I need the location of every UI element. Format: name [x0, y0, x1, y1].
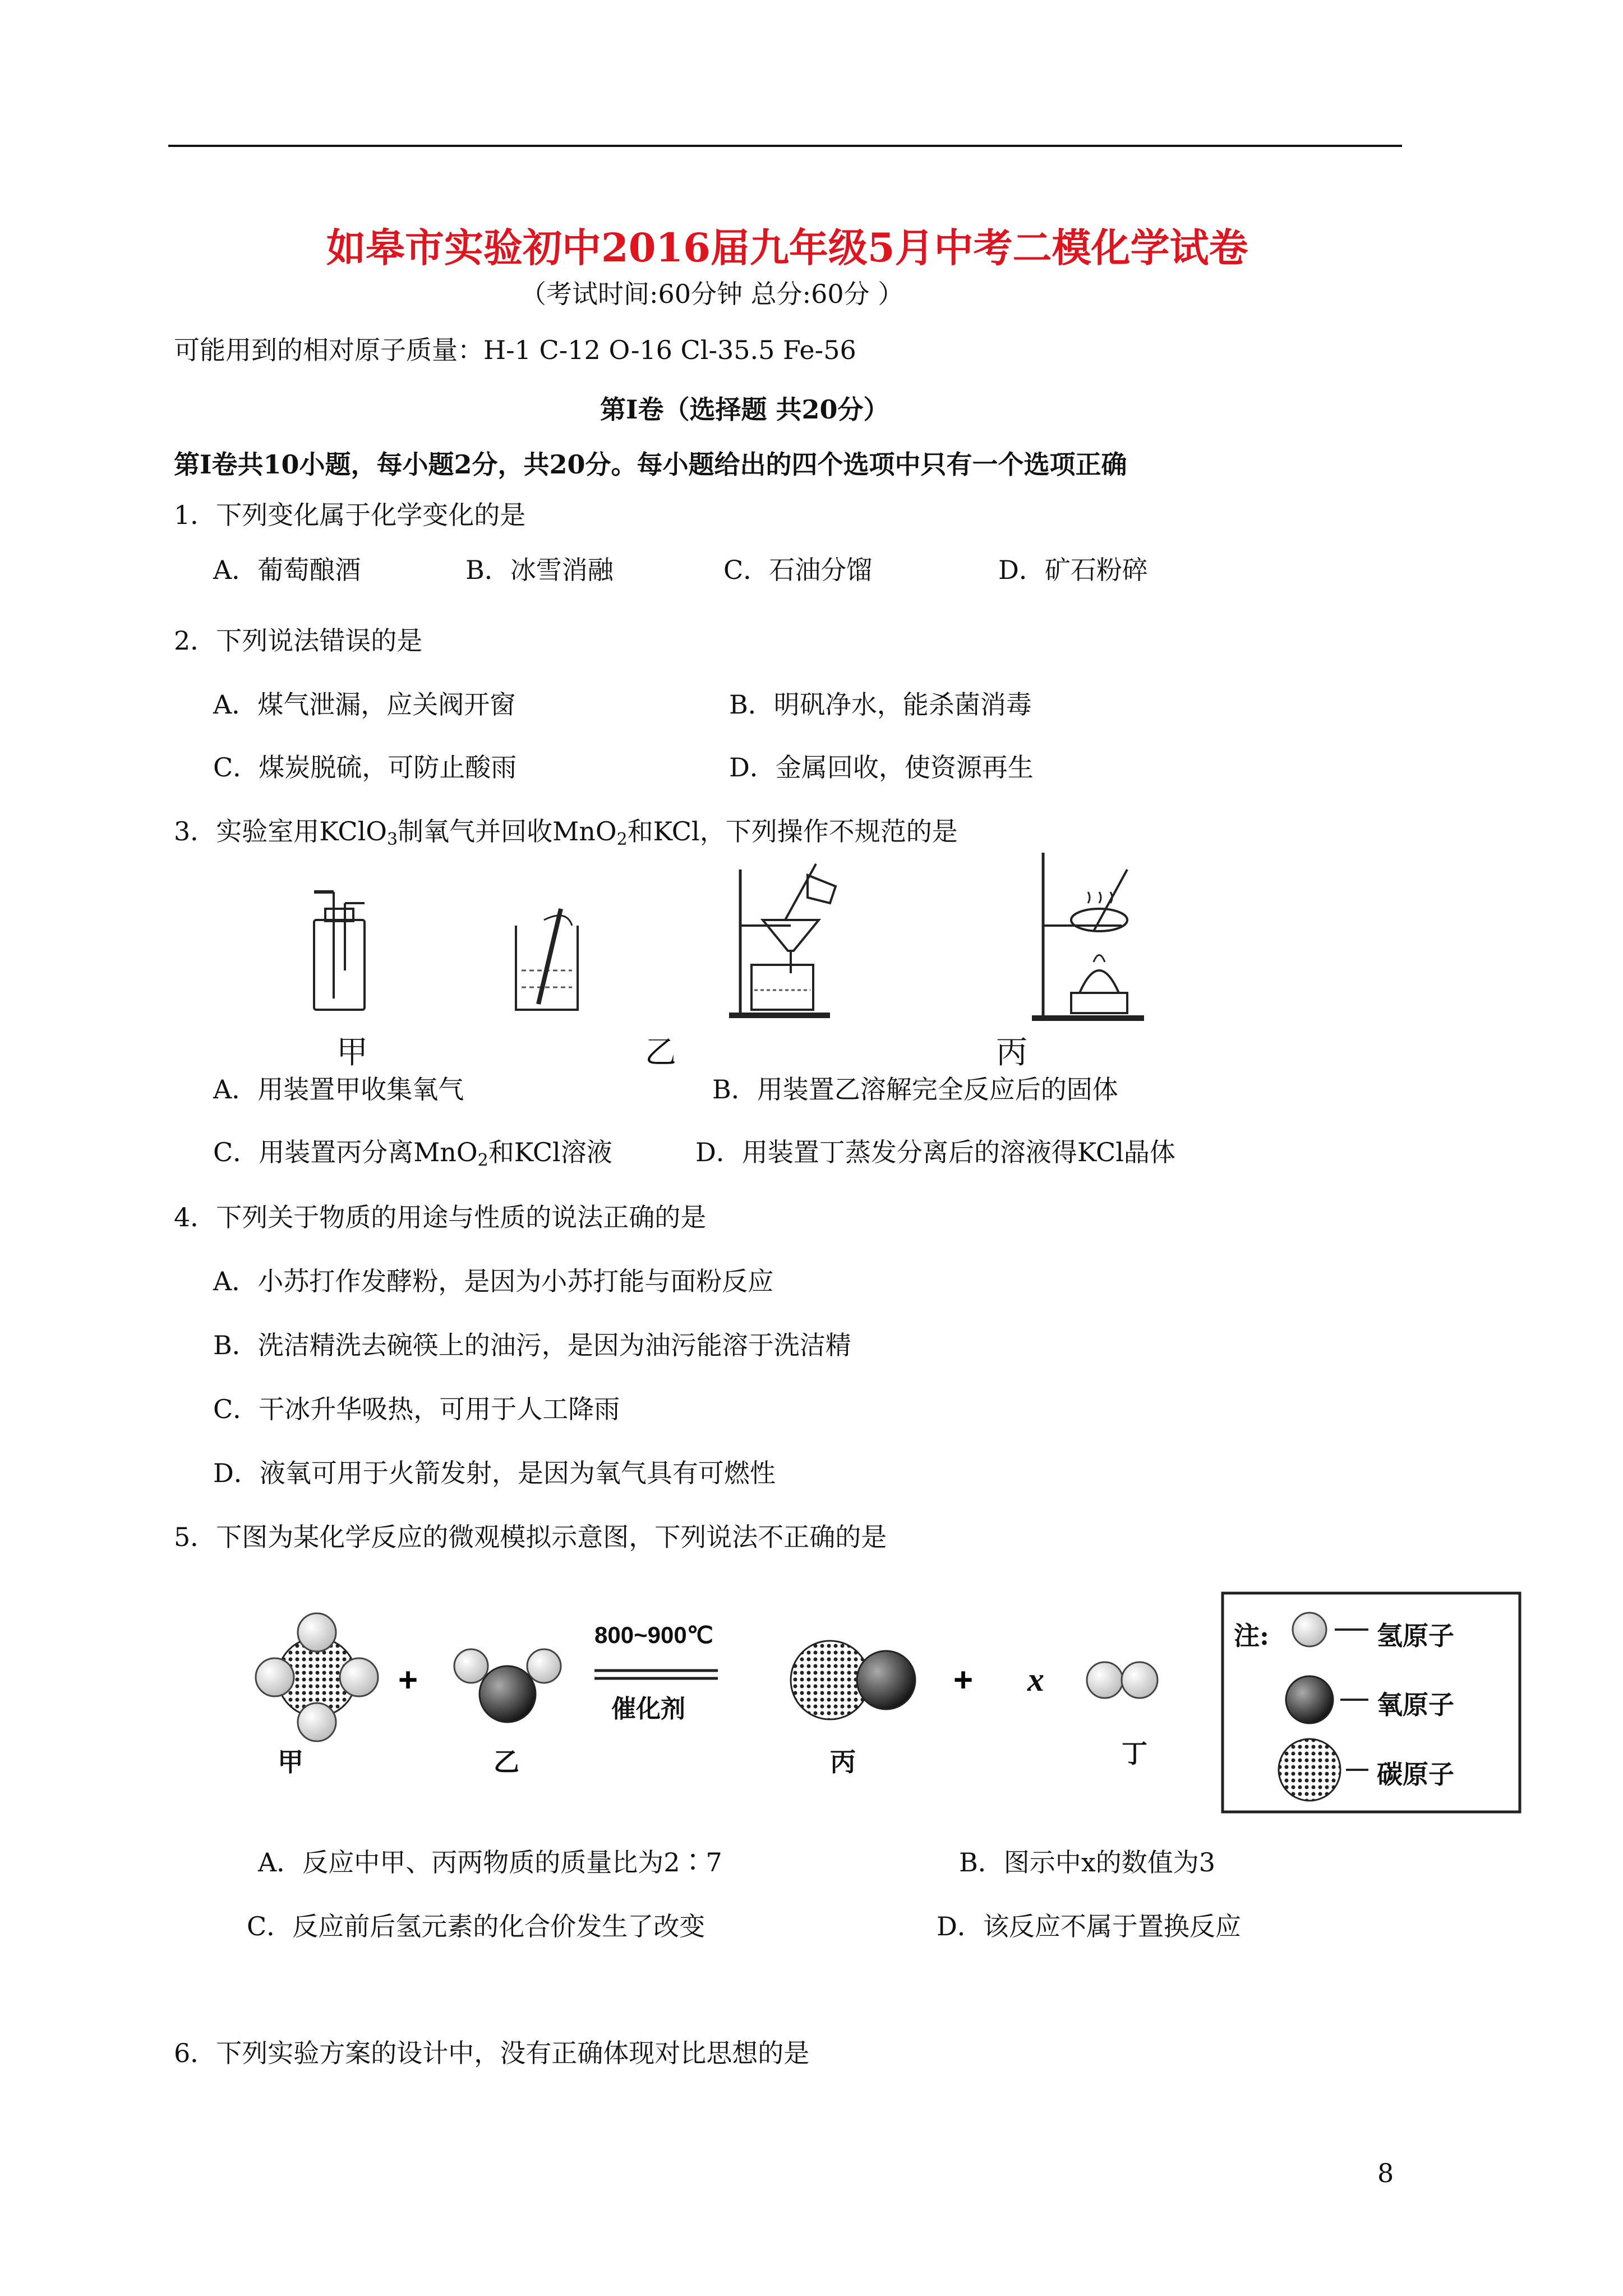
methane-molecule [256, 1613, 378, 1741]
molecule-label-yi: 乙 [494, 1747, 519, 1777]
reaction-catalyst: 催化剂 [611, 1695, 685, 1723]
q2-option-c: C．煤炭脱硫，可防止酸雨 [213, 752, 517, 783]
q3-option-c: C．用装置丙分离MnO$_2$和KCl溶液 [213, 1137, 612, 1170]
q5-stem: 5．下图为某化学反应的微观模拟示意图，下列说法不正确的是 [174, 1522, 887, 1552]
section-heading: 第Ⅰ卷（选择题 共20分） [600, 394, 889, 425]
q2-option-d: D．金属回收，使资源再生 [729, 752, 1034, 783]
legend-title: 注: [1234, 1621, 1269, 1651]
q1-option-c: C．石油分馏 [723, 555, 873, 585]
page-number: 8 [1377, 2158, 1394, 2188]
q4-stem: 4．下列关于物质的用途与性质的说法正确的是 [174, 1202, 707, 1232]
q2-option-a: A．煤气泄漏，应关阀开窗 [213, 689, 516, 720]
svg-text:+: + [398, 1661, 418, 1699]
atomic-masses: 可能用到的相对原子质量：H-1 C-12 O-16 Cl-35.5 Fe-56 [174, 335, 856, 365]
apparatus-label-jia: 甲 [336, 1034, 368, 1071]
molecule-label-bing: 丙 [830, 1747, 856, 1777]
legend-oxygen: 氧原子 [1377, 1690, 1454, 1720]
header-rule [168, 145, 1402, 147]
coefficient-x: x [1027, 1661, 1044, 1698]
reaction-condition: 800~900℃ [594, 1622, 713, 1648]
q1-option-d: D．矿石粉碎 [998, 555, 1148, 585]
q1-stem: 1．下列变化属于化学变化的是 [174, 500, 526, 530]
page-title: 如皋市实验初中2016届九年级5月中考二模化学试卷 [326, 224, 1248, 271]
q4-option-c: C．干冰升华吸热，可用于人工降雨 [213, 1394, 620, 1424]
molecule-label-ding: 丁 [1122, 1738, 1147, 1769]
q4-option-b: B．洗洁精洗去碗筷上的油污，是因为油污能溶于洗洁精 [213, 1330, 851, 1360]
filtration-figure [723, 853, 847, 1021]
q5-option-b: B．图示中x的数值为3 [959, 1847, 1216, 1878]
legend-carbon: 碳原子 [1377, 1759, 1454, 1789]
q3-stem: 3．实验室用KClO$_3$制氧气并回收MnO$_2$和KCl，下列操作不规范的是 [174, 816, 958, 849]
svg-text:+: + [953, 1661, 974, 1699]
exam-info: （考试时间:60分钟 总分:60分 ） [520, 279, 904, 309]
q5-option-a: A．反应中甲、丙两物质的质量比为2∶7 [258, 1847, 722, 1878]
gas-bottle-figure [303, 886, 376, 1015]
water-molecule [454, 1649, 561, 1722]
legend-hydrogen: 氢原子 [1377, 1621, 1454, 1651]
apparatus-label-yi: 乙 [645, 1034, 676, 1071]
carbon-monoxide-molecule [791, 1641, 915, 1719]
q5-option-d: D．该反应不属于置换反应 [937, 1911, 1241, 1941]
q3-option-b: B．用装置乙溶解完全反应后的固体 [712, 1074, 1118, 1105]
q6-stem: 6．下列实验方案的设计中，没有正确体现对比思想的是 [174, 2038, 810, 2068]
reaction-diagram [213, 1582, 1525, 1818]
molecule-label-jia: 甲 [278, 1747, 303, 1777]
apparatus-label-bing: 丙 [996, 1034, 1027, 1071]
q2-option-b: B．明矾净水，能杀菌消毒 [729, 689, 1032, 720]
q5-option-c: C．反应前后氢元素的化合价发生了改变 [247, 1911, 706, 1941]
q3-option-a: A．用装置甲收集氧气 [213, 1074, 464, 1105]
q1-option-b: B．冰雪消融 [465, 555, 614, 585]
beaker-figure [505, 903, 589, 1015]
q3-option-d: D．用装置丁蒸发分离后的溶液得KCl晶体 [695, 1137, 1175, 1167]
q4-option-d: D．液氧可用于火箭发射，是因为氧气具有可燃性 [213, 1458, 776, 1488]
q2-stem: 2．下列说法错误的是 [174, 625, 423, 656]
hydrogen-molecule [1087, 1662, 1158, 1698]
section-instructions: 第Ⅰ卷共10小题，每小题2分，共20分。每小题给出的四个选项中只有一个选项正确 [174, 449, 1127, 480]
q4-option-a: A．小苏打作发酵粉，是因为小苏打能与面粉反应 [213, 1266, 774, 1296]
evaporation-figure [1026, 847, 1155, 1027]
q1-option-a: A．葡萄酿酒 [213, 555, 361, 585]
